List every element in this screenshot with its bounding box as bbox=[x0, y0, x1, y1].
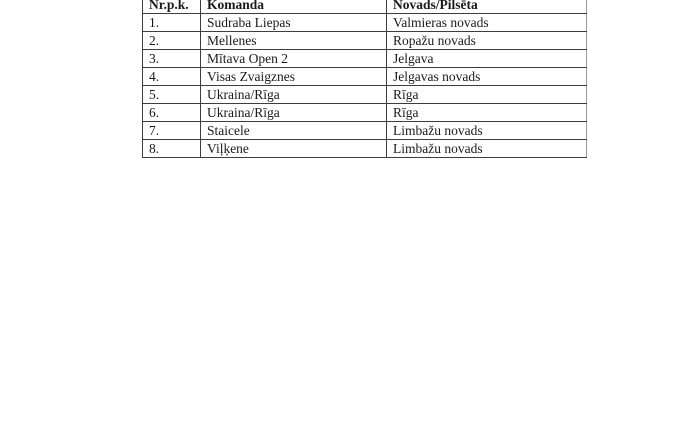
table-row bbox=[143, 140, 587, 158]
cell-komanda: Visas Zvaigznes bbox=[201, 68, 387, 86]
cell-novads: Ropažu novads bbox=[387, 32, 587, 50]
teams-table-container bbox=[142, 0, 587, 158]
cell-novads: Valmieras novads bbox=[387, 14, 587, 32]
cell-nr: 2. bbox=[143, 32, 201, 50]
cell-nr: 1. bbox=[143, 14, 201, 32]
table-row bbox=[143, 104, 587, 122]
table-header-row bbox=[143, 0, 587, 14]
table-row bbox=[143, 32, 587, 50]
cell-novads: Jelgavas novads bbox=[387, 68, 587, 86]
table-row bbox=[143, 122, 587, 140]
table-row bbox=[143, 68, 587, 86]
cell-nr: 4. bbox=[143, 68, 201, 86]
table-row bbox=[143, 86, 587, 104]
cell-novads: Limbažu novads bbox=[387, 140, 587, 158]
cell-novads: Jelgava bbox=[387, 50, 587, 68]
cell-komanda: Ukraina/Rīga bbox=[201, 86, 387, 104]
cell-komanda: Mītava Open 2 bbox=[201, 50, 387, 68]
cell-nr: 3. bbox=[143, 50, 201, 68]
table-row bbox=[143, 50, 587, 68]
teams-table bbox=[142, 0, 587, 158]
cell-komanda: Viļķene bbox=[201, 140, 387, 158]
cell-komanda: Staicele bbox=[201, 122, 387, 140]
header-novads-pilseta: Novads/Pilsēta bbox=[387, 0, 587, 14]
header-nr-p-k: Nr.p.k. bbox=[143, 0, 201, 14]
cell-nr: 5. bbox=[143, 86, 201, 104]
cell-komanda: Ukraina/Rīga bbox=[201, 104, 387, 122]
header-komanda: Komanda bbox=[201, 0, 387, 14]
cell-komanda: Sudraba Liepas bbox=[201, 14, 387, 32]
cell-nr: 7. bbox=[143, 122, 201, 140]
cell-novads: Rīga bbox=[387, 104, 587, 122]
cell-nr: 8. bbox=[143, 140, 201, 158]
table-row bbox=[143, 14, 587, 32]
cell-novads: Rīga bbox=[387, 86, 587, 104]
cell-komanda: Mellenes bbox=[201, 32, 387, 50]
cell-nr: 6. bbox=[143, 104, 201, 122]
cell-novads: Limbažu novads bbox=[387, 122, 587, 140]
